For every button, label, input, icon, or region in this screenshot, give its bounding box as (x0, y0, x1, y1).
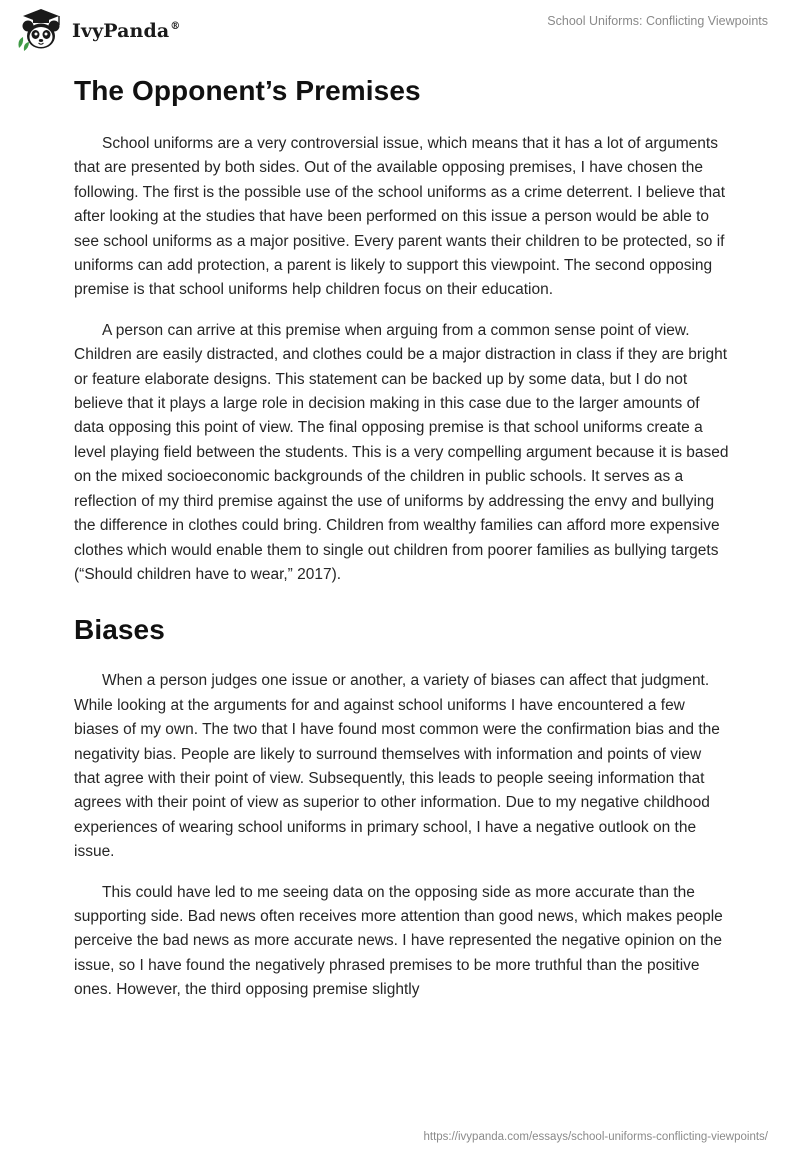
paragraph: This could have led to me seeing data on the opposing side as more accurate than the supporting side. Bad news often receives more attention than good news, which makes people perceive the bad news as more accurate news. I have represented the negative opinion on the issue, so I have found the negatively phrased premises to be more truthful than the positive ones. However, the third opposing premise slightly (74, 883, 723, 999)
section-heading-biases: Biases (74, 614, 165, 646)
source-url[interactable]: https://ivypanda.com/essays/school-uniforms-conflicting-viewpoints/ (423, 1131, 768, 1143)
running-title: School Uniforms: Conflicting Viewpoints (547, 14, 768, 28)
paragraph: School uniforms are a very controversial issue, which means that it has a lot of arguments that are presented by both sides. Out of the available opposing premises, I have chosen the following. The first is the possible use of the school uniforms as a crime deterrent. I believe that after looking at the studies that have been performed on this issue a person would be able to see school uniforms as a major positive. Every parent wants their children to be protected, so if uniforms can add protection, a parent is likely to support this viewpoint. The second opposing premise is that school uniforms help children focus on their education. (74, 135, 726, 299)
paragraph: When a person judges one issue or another, a variety of biases can affect that judgment. While looking at the arguments for and against school uniforms I have encountered a few biases of my own. The two that I have found most common were the confirmation bias and the negativity bias. People are likely to surround themselves with information and points of view that agree with their point of view. Subsequently, this leads to people seeing information that agrees with their point of view as superior to other information. Due to my negative childhood experiences of wearing school uniforms in primary school, I have a negative outlook on the issue. (74, 672, 720, 861)
essay-content (74, 74, 730, 1019)
brand-logo[interactable] (14, 8, 180, 52)
paragraph: A person can arrive at this premise when arguing from a common sense point of view. Children are easily distracted, and clothes could be a major distraction in class if they are bright or feature elaborate designs. This statement can be backed up by some data, but I do not believe that it plays a large role in decision making in this case due to the larger amounts of data opposing this point of view. The final opposing premise is that school uniforms create a level playing field between the students. This is a very compelling argument because it is based on the mixed socioeconomic backgrounds of the children in public schools. It serves as a reflection of my third premise against the use of uniforms by addressing the envy and bullying the difference in clothes could bring. Children from wealthy families can afford more expensive clothes which would enable them to single out children from poorer families as bullying targets (“Should children have to wear,” 2017). (74, 321, 729, 583)
registered-mark: ® (170, 21, 181, 32)
panda-graduate-icon (14, 8, 70, 52)
brand-name: IvyPanda® (72, 20, 181, 42)
section-heading-opponent-premises: The Opponent’s Premises (74, 75, 421, 106)
page-header (0, 0, 800, 62)
